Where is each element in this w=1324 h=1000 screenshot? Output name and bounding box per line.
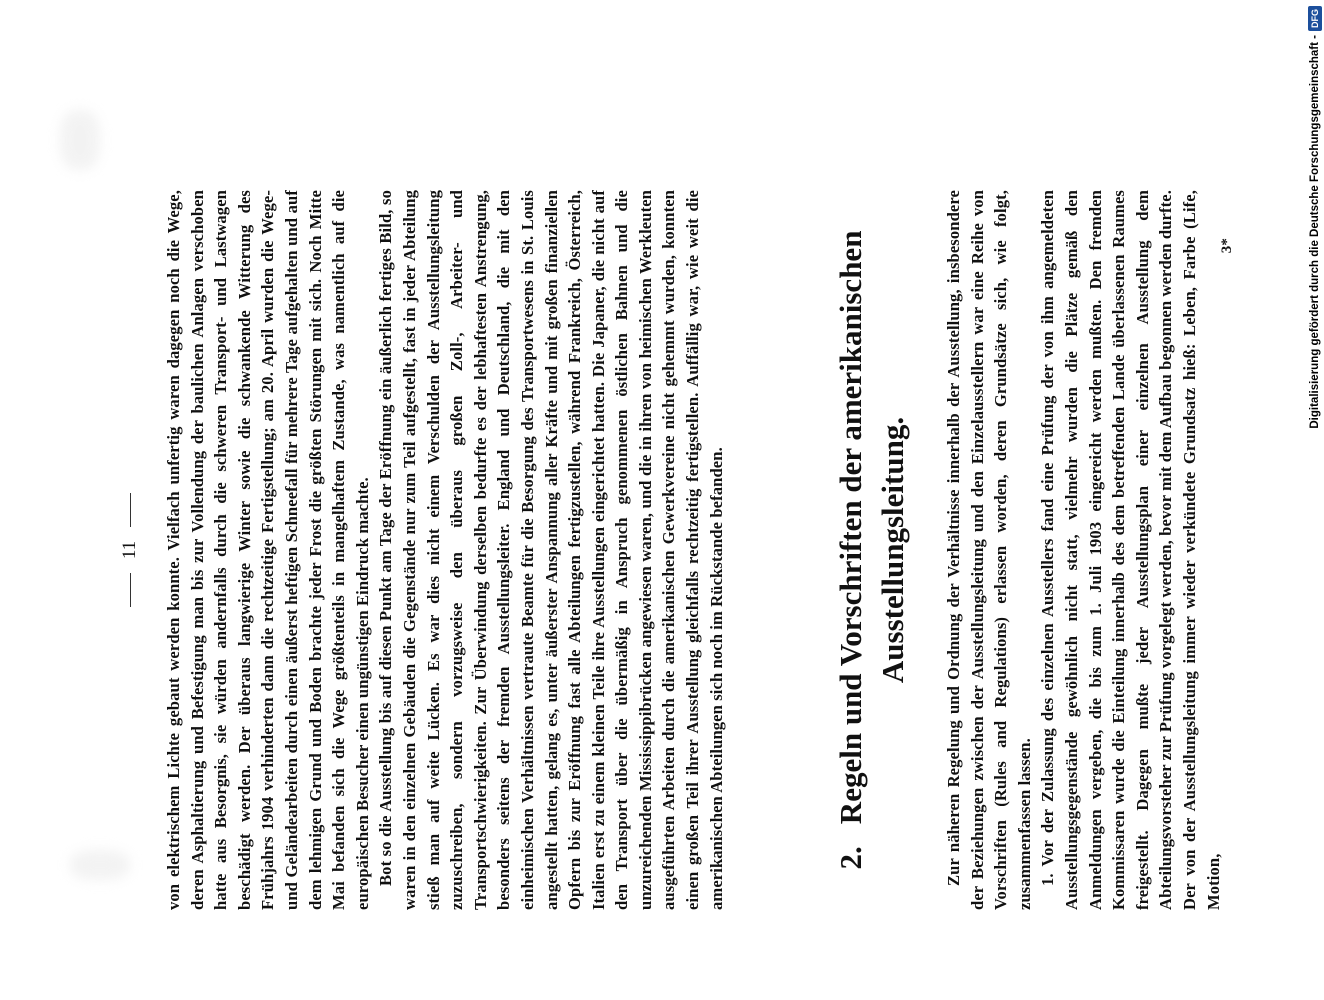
section-number: 2.	[833, 846, 868, 870]
scan-smudge	[60, 110, 100, 170]
section-title-line2: Ausstellungsleitung.	[875, 416, 910, 684]
credit-text: Digitalisierung gefördert durch die Deutsche Forschungsgemeinschaft -	[1309, 35, 1321, 429]
section-title-line1: Regeln und Vorschriften der amerikanischen	[833, 230, 868, 825]
page-header	[110, 190, 150, 910]
header-rule-right	[130, 493, 131, 527]
paragraph: 1. Vor der Zulassung des einzelnen Ausstellers fand eine Prüfung der von ihm angemeldeten Ausstellungsgegenstände gewöhnlich nicht statt, vielmehr wurden die Plätze gemäß den Anmeldungen vergeben, die bis zum 1. Juli 1903 eingereicht werden mußten. Den fremden Kommissaren wurde die Einteilung innerhalb des dem betreffenden Lande überlassenen Raumes freigestellt. Dagegen mußte jeder Ausstellungsplan einer einzelnen Ausstellung dem Abteilungsvorsteher zur Prüfung vorgelegt werden, bevor mit dem Aufbau begonnen werden durfte. Der von der Ausstellungsleitung immer wieder verkündete Grundsatz hieß: Leben, Farbe (Life, Motion,	[1038, 190, 1223, 910]
body-text-top	[162, 190, 728, 910]
rotated-page-content	[110, 190, 1235, 910]
page-number: 11	[119, 540, 140, 560]
header-rule-left	[130, 573, 131, 607]
section-heading-line1	[830, 190, 872, 910]
paragraph: Bot so die Ausstellung bis auf diesen Punkt am Tage der Eröffnung ein äußerlich fertiges Bild, so waren in den einzelnen Gebäuden die Gegenstände nur zum Teil aufgestellt, fast in jeder Abteilung stieß man auf weite Lücken. Es war dies nicht einem Verschulden der Ausstellungsleitung zuzuschreiben, sondern vorzugsweise den überaus großen Zoll-, Arbeiter- und Transportschwierigkeiten. Zur Überwindung derselben bedurfte es der lebhaftesten Anstrengung, besonders seitens der fremden Ausstellungsleiter. England und Deutschland, die mit den einheimischen Verhältnissen vertraute Beamte für die Besorgung des Transportwesens in St. Louis angestellt hatten, gelang es, unter äußerster Anspannung aller Kräfte und mit großen finanziellen Opfern bis zur Eröffnung fast alle Abteilungen fertigzustellen, während Frankreich, Österreich, Italien erst zu einem kleinen Teile ihre Ausstellungen eingerichtet hatten. Die Japaner, die nicht auf den Transport über die übermäßig in Anspruch genommenen östlichen Bahnen und die unzureichenden Mississippibrücken angewiesen waren, und die in ihren von heimischen Werkleuten ausgeführten Arbeiten durch die amerikanischen Gewerkvereine nicht gehemmt wurden, konnten einen großen Teil ihrer Ausstellung gleichfalls rechtzeitig fertigstellen. Auffällig war, wie weit die amerikanischen Abteilungen sich noch im Rückstande befanden.	[376, 190, 726, 910]
digitization-credit	[1305, 0, 1324, 998]
paragraph: Zur näheren Regelung und Ordnung der Verhältnisse innerhalb der Ausstellung, insbesondere der Beziehungen zwischen der Ausstellungsleitung und den Einzelausstellern war eine Reihe von Vorschriften (Rules and Regulations) erlassen worden, deren Grundsätze sich, wie folgt, zusammenfassen lassen.	[944, 190, 1034, 910]
paragraph: von elektrischem Lichte gebaut werden konnte. Vielfach unfertig waren dagegen noch die Wege, deren Asphaltierung und Befestigung man bis zur Vollendung der baulichen Anlagen verschoben hatte aus Besorgnis, sie würden andernfalls durch die schweren Transport- und Lastwagen beschädigt werden. Der überaus langwierige Winter sowie die schwankende Witterung des Frühjahrs 1904 verhinderten dann die rechtzeitige Fertigstellung; am 20. April wurden die Wege- und Geländearbeiten durch einen äußerst heftigen Schneefall für mehrere Tage aufgehalten und auf dem lehmigen Grund und Boden brachte jeder Frost die größten Störungen mit sich. Noch Mitte Mai befanden sich die Wege größtenteils in mangelhaftem Zustande, was namentlich auf die europäischen Besucher einen ungünstigen Eindruck machte.	[164, 190, 372, 910]
signature-mark: 3*	[1218, 238, 1235, 254]
body-text-bottom	[942, 190, 1235, 910]
section-heading	[830, 190, 914, 910]
dfg-logo: DFG	[1308, 6, 1322, 31]
